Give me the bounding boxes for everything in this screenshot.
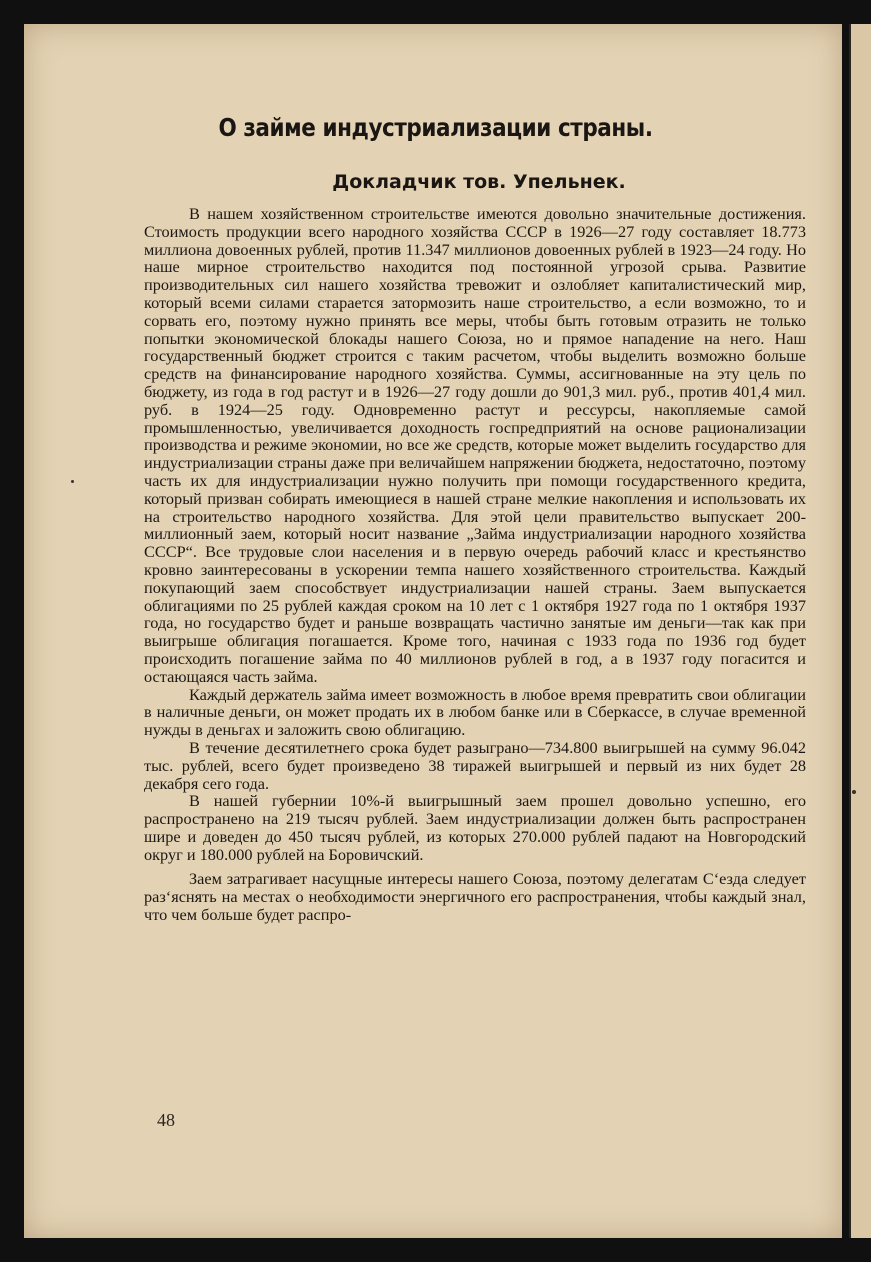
ink-speck bbox=[71, 480, 74, 483]
speaker-heading: Докладчик тов. Упельнек. bbox=[332, 171, 626, 193]
document-title: О займе индустриализации страны. bbox=[218, 113, 653, 142]
page-number: 48 bbox=[157, 1110, 175, 1130]
ink-speck bbox=[852, 790, 856, 794]
paragraph: Заем затрагивает насущные интересы нашего Союза, поэтому делегатам С‘езда следует раз‘яснять на местах о необходимости энергичного его распространения, чтобы каждый знал, что чем больше будет распро- bbox=[144, 869, 806, 925]
paragraph: В течение десятилетнего срока будет разыграно—734.800 выигрышей на сумму 96.042 тыс. рублей, всего будет произведено 38 тиражей выигрышей и первый из них будет 28 декабря сего года. bbox=[144, 737, 806, 793]
paragraph: Каждый держатель займа имеет возможность в любое время превратить свои облигации в наличные деньги, он может продать их в любом банке или в Сберкассе, в случае временной нужды в деньгах и заложить свою облигацию. bbox=[144, 684, 806, 740]
adjacent-page-edge bbox=[849, 24, 871, 1238]
paragraph: В нашем хозяйственном строительстве имеются довольно значительные достижения. Стоимость продукции всего народного хозяйства СССР в 1926—27 году составляет 18.773 миллиона довоенных рублей, против 11.347 миллионов довоенных рублей в 1923—24 году. Но наше мирное строительство находится под постоянной угрозой срыва. Развитие производительных сил нашего хозяйства тревожит и озлобляет капиталистический мир, который всеми силами старается затормозить наше строительство, а если возможно, то и сорвать его, поэтому нужно принять все меры, чтобы быть готовым отразить не только попытки экономической блокады нашего Союза, но и прямое нападение на него. Наш государственный бюджет строится с таким расчетом, чтобы выделить возможно больше средств на финансирование народного хозяйства. Суммы, ассигнованные на эту цель по бюджету, из года в год растут и в 1926—27 году дошли до 901,3 мил. руб., против 401,4 мил. руб. в 1924—25 году. Одновременно растут и рессурсы, накопляемые самой промышленностью, увеличивается доходность госпредприятий на основе рационализации производства и режиме экономии, но все же средств, которые может выделить государство для индустриализации страны даже при величайшем напряжении бюджета, недостаточно, поэтому часть их для индустриализации нужно получить при помощи государственного кредита, который призван собирать имеющиеся в нашей стране мелкие накопления и использовать их на строительство народного хозяйства. Для этой цели правительство выпускает 200-миллионный заем, который носит название „Займа индустриализации народного хозяйства СССР“. Все трудовые слои населения и в первую очередь рабочий класс и крестьянство кровно заинтересованы в ускорении темпа нашего хозяйственного строительства. Каждый покупающий заем способствует индустриализации нашей страны. Заем выпускается облигациями по 25 рублей каждая сроком на 10 лет с 1 октября 1927 года по 1 октября 1937 года, но государство будет и раньше возвращать частично занятые им деньги—так как при выигрыше облигация погашается. Кроме того, начиная с 1933 года по 1936 год будет происходить погашение займа по 40 миллионов рублей в год, а в 1937 году погасится и остающаяся часть займа. bbox=[144, 204, 806, 686]
body-text bbox=[144, 205, 806, 924]
paragraph: В нашей губернии 10%-й выигрышный заем прошел довольно успешно, его распространено на 219 тысяч рублей. Заем индустриализации должен быть распространен шире и доведен до 450 тысяч рублей, из которых 270.000 рублей падают на Новгородский округ и 180.000 рублей на Боровичский. bbox=[144, 791, 806, 864]
